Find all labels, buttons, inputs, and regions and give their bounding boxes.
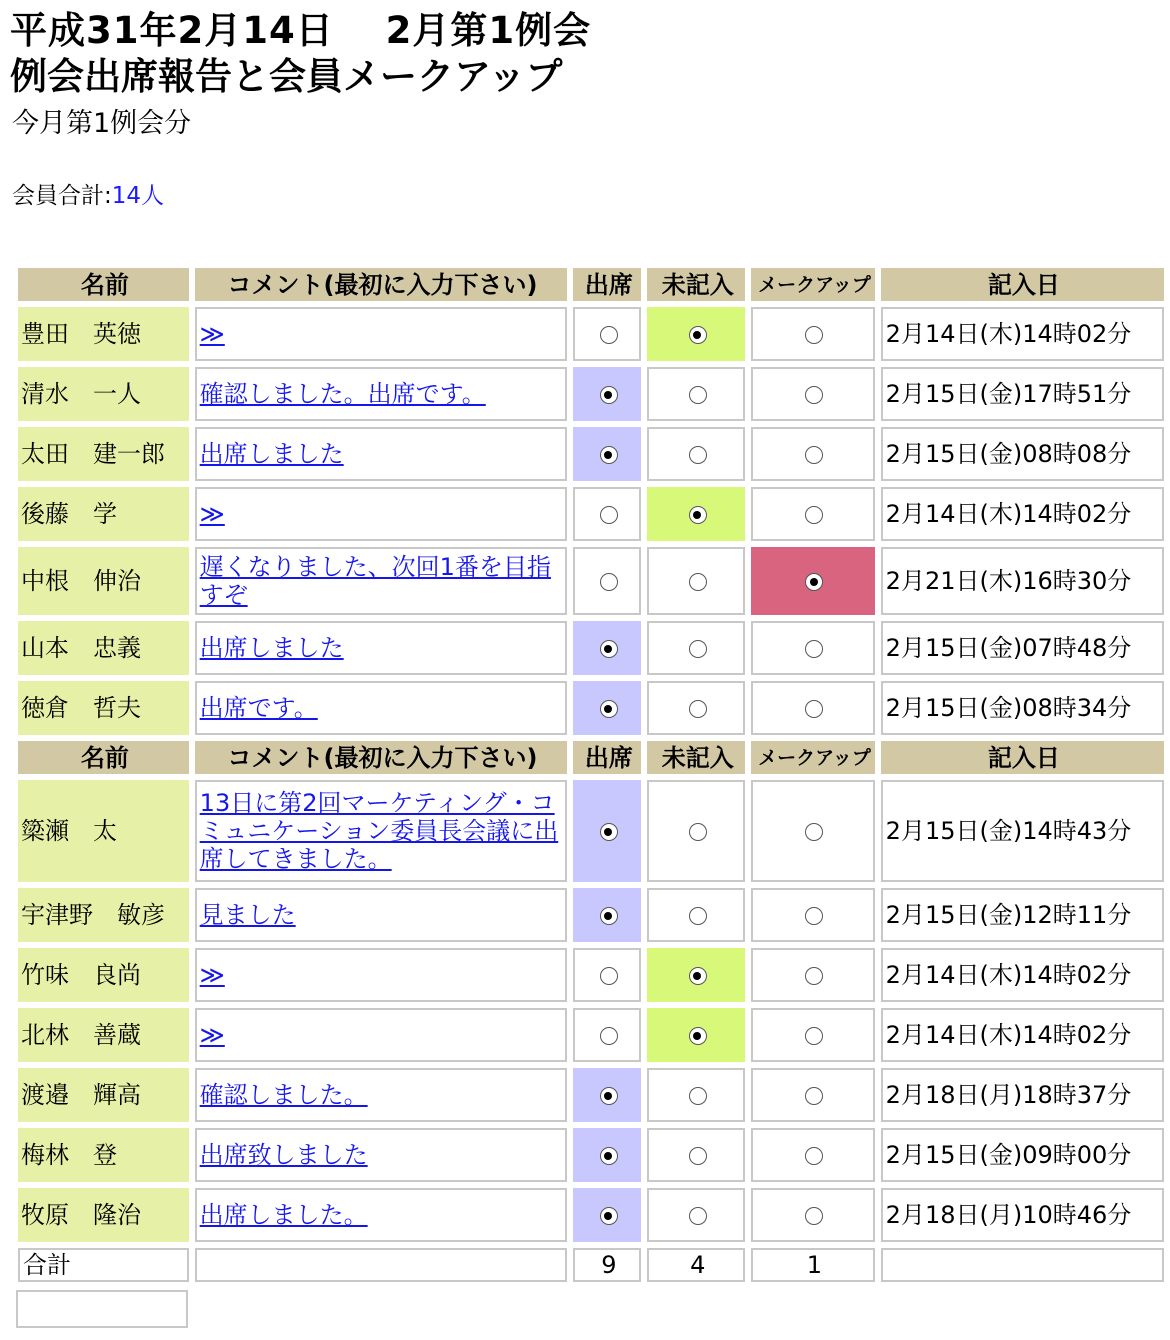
makeup-radio[interactable]: [805, 573, 823, 591]
entry-date: 2月21日(木)16時30分: [881, 547, 1164, 615]
makeup-radio-cell: [751, 547, 875, 615]
header-date: 記入日: [881, 741, 1164, 774]
blank-radio[interactable]: [689, 1207, 707, 1225]
table-row: [18, 948, 1164, 1002]
header-makeup: メークアップ: [751, 268, 875, 301]
member-name: 北林 善蔵: [18, 1008, 189, 1062]
totals-label: 合計: [18, 1248, 189, 1282]
attend-radio[interactable]: [600, 386, 618, 404]
comment-link[interactable]: ≫: [199, 500, 225, 528]
entry-date: 2月15日(金)17時51分: [881, 367, 1164, 421]
header-makeup: メークアップ: [751, 741, 875, 774]
blank-radio-cell: [647, 621, 745, 675]
makeup-radio[interactable]: [805, 1087, 823, 1105]
attend-radio-cell: [573, 681, 641, 735]
member-name: 豊田 英徳: [18, 307, 189, 361]
member-total: [12, 180, 164, 212]
blank-radio[interactable]: [689, 823, 707, 841]
makeup-radio[interactable]: [805, 1147, 823, 1165]
blank-radio[interactable]: [689, 386, 707, 404]
attend-radio[interactable]: [600, 1087, 618, 1105]
attend-radio[interactable]: [600, 1147, 618, 1165]
entry-date: 2月14日(木)14時02分: [881, 487, 1164, 541]
comment-cell: [195, 780, 568, 882]
makeup-radio-cell: [751, 888, 875, 942]
comment-link[interactable]: 確認しました。: [199, 1081, 368, 1109]
comment-link[interactable]: 確認しました。出席です。: [199, 380, 486, 408]
makeup-radio[interactable]: [805, 1027, 823, 1045]
comment-cell: [195, 1068, 568, 1122]
makeup-radio[interactable]: [805, 640, 823, 658]
makeup-radio-cell: [751, 621, 875, 675]
total-attend: 9: [573, 1248, 641, 1282]
table-row: [18, 307, 1164, 361]
blank-radio-cell: [647, 487, 745, 541]
totals-row: [18, 1248, 1164, 1282]
table-row: [18, 1128, 1164, 1182]
comment-link[interactable]: ≫: [199, 1021, 225, 1049]
blank-radio[interactable]: [689, 967, 707, 985]
attend-radio-cell: [573, 888, 641, 942]
table-row: [18, 367, 1164, 421]
blank-radio-cell: [647, 307, 745, 361]
blank-radio-cell: [647, 427, 745, 481]
header-comment: コメント(最初に入力下さい): [195, 268, 568, 301]
entry-date: 2月15日(金)07時48分: [881, 621, 1164, 675]
blank-radio-cell: [647, 1188, 745, 1242]
makeup-radio[interactable]: [805, 823, 823, 841]
comment-cell: [195, 1008, 568, 1062]
table-row: [18, 1188, 1164, 1242]
comment-link[interactable]: 出席です。: [199, 694, 318, 722]
member-name: 渡邉 輝高: [18, 1068, 189, 1122]
comment-link[interactable]: ≫: [199, 961, 225, 989]
attend-radio-cell: [573, 307, 641, 361]
makeup-radio-cell: [751, 307, 875, 361]
comment-cell: [195, 547, 568, 615]
blank-radio-cell: [647, 547, 745, 615]
blank-radio-cell: [647, 1008, 745, 1062]
blank-radio[interactable]: [689, 700, 707, 718]
attend-radio[interactable]: [600, 700, 618, 718]
entry-date: 2月15日(金)14時43分: [881, 780, 1164, 882]
blank-radio[interactable]: [689, 326, 707, 344]
member-name: 徳倉 哲夫: [18, 681, 189, 735]
makeup-radio[interactable]: [805, 907, 823, 925]
makeup-radio-cell: [751, 1128, 875, 1182]
makeup-radio-cell: [751, 1068, 875, 1122]
blank-radio-cell: [647, 888, 745, 942]
entry-date: 2月14日(木)14時02分: [881, 948, 1164, 1002]
attend-radio[interactable]: [600, 1207, 618, 1225]
table-row: [18, 547, 1164, 615]
member-name: 清水 一人: [18, 367, 189, 421]
attend-radio-cell: [573, 427, 641, 481]
totals-comment-blank: [195, 1248, 568, 1282]
attend-radio[interactable]: [600, 1027, 618, 1045]
member-name: 中根 伸治: [18, 547, 189, 615]
blank-radio[interactable]: [689, 446, 707, 464]
comment-link[interactable]: 遅くなりました、次回1番を目指すぞ: [199, 553, 551, 609]
attend-radio[interactable]: [600, 573, 618, 591]
comment-cell: [195, 1128, 568, 1182]
comment-link[interactable]: 出席しました。: [199, 1201, 368, 1229]
blank-radio[interactable]: [689, 1087, 707, 1105]
member-name: 竹味 良尚: [18, 948, 189, 1002]
makeup-radio[interactable]: [805, 700, 823, 718]
comment-cell: [195, 427, 568, 481]
header-row: [18, 268, 1164, 301]
blank-radio[interactable]: [689, 573, 707, 591]
totals-date-blank: [881, 1248, 1164, 1282]
blank-radio[interactable]: [689, 1147, 707, 1165]
comment-link[interactable]: 出席しました: [199, 634, 344, 662]
comment-cell: [195, 681, 568, 735]
header-date: 記入日: [881, 268, 1164, 301]
member-total-label: 会員合計:: [12, 183, 112, 209]
entry-date: 2月15日(金)09時00分: [881, 1128, 1164, 1182]
comment-link[interactable]: 出席しました: [199, 440, 344, 468]
comment-link[interactable]: 見ました: [199, 901, 296, 929]
makeup-radio[interactable]: [805, 326, 823, 344]
entry-date: 2月18日(月)10時46分: [881, 1188, 1164, 1242]
makeup-radio[interactable]: [805, 1207, 823, 1225]
makeup-radio-cell: [751, 780, 875, 882]
entry-date: 2月15日(金)12時11分: [881, 888, 1164, 942]
attend-radio-cell: [573, 1188, 641, 1242]
blank-radio-cell: [647, 1128, 745, 1182]
attend-radio-cell: [573, 948, 641, 1002]
header-name: 名前: [18, 741, 189, 774]
comment-cell: [195, 948, 568, 1002]
comment-link[interactable]: 出席致しました: [199, 1141, 368, 1169]
attend-radio[interactable]: [600, 967, 618, 985]
comment-cell: [195, 1188, 568, 1242]
attend-radio-cell: [573, 1128, 641, 1182]
table-row: [18, 780, 1164, 882]
makeup-radio-cell: [751, 948, 875, 1002]
entry-date: 2月15日(金)08時08分: [881, 427, 1164, 481]
header-comment: コメント(最初に入力下さい): [195, 741, 568, 774]
makeup-radio-cell: [751, 1188, 875, 1242]
makeup-radio[interactable]: [805, 967, 823, 985]
attend-radio[interactable]: [600, 640, 618, 658]
header-attend: 出席: [573, 741, 641, 774]
entry-date: 2月18日(月)18時37分: [881, 1068, 1164, 1122]
blank-radio-cell: [647, 1068, 745, 1122]
comment-cell: [195, 307, 568, 361]
member-name: 梅林 登: [18, 1128, 189, 1182]
makeup-radio-cell: [751, 367, 875, 421]
blank-radio-cell: [647, 780, 745, 882]
attend-radio[interactable]: [600, 907, 618, 925]
attend-radio[interactable]: [600, 446, 618, 464]
attend-radio-cell: [573, 621, 641, 675]
attend-radio-cell: [573, 1068, 641, 1122]
table-row: [18, 427, 1164, 481]
comment-cell: [195, 888, 568, 942]
table-row: [18, 1068, 1164, 1122]
header-blank: 未記入: [647, 741, 745, 774]
page-title: 平成31年2月14日 2月第1例会: [10, 9, 592, 52]
header-blank: 未記入: [647, 268, 745, 301]
makeup-radio[interactable]: [805, 506, 823, 524]
blank-radio[interactable]: [689, 640, 707, 658]
member-name: 牧原 隆治: [18, 1188, 189, 1242]
member-name: 太田 建一郎: [18, 427, 189, 481]
entry-date: 2月14日(木)14時02分: [881, 1008, 1164, 1062]
header-row: [18, 741, 1164, 774]
total-blank: 4: [647, 1248, 745, 1282]
comment-link[interactable]: 13日に第2回マーケティング・コミュニケーション委員長会議に出席してきました。: [199, 789, 559, 873]
page-subtitle: 例会出席報告と会員メークアップ: [10, 55, 563, 98]
blank-radio[interactable]: [689, 907, 707, 925]
table-row: [18, 621, 1164, 675]
makeup-radio-cell: [751, 681, 875, 735]
member-total-value: 14人: [111, 183, 165, 209]
makeup-radio-cell: [751, 1008, 875, 1062]
attend-radio-cell: [573, 367, 641, 421]
makeup-radio-cell: [751, 427, 875, 481]
attend-radio[interactable]: [600, 506, 618, 524]
member-name: 山本 忠義: [18, 621, 189, 675]
blank-radio[interactable]: [689, 1027, 707, 1045]
table-row: [18, 1008, 1164, 1062]
entry-date: 2月15日(金)08時34分: [881, 681, 1164, 735]
blank-radio-cell: [647, 367, 745, 421]
comment-link[interactable]: ≫: [199, 320, 225, 348]
makeup-radio-cell: [751, 487, 875, 541]
makeup-radio[interactable]: [805, 386, 823, 404]
header-name: 名前: [18, 268, 189, 301]
attend-radio-cell: [573, 487, 641, 541]
attend-radio[interactable]: [600, 326, 618, 344]
page-caption: 今月第1例会分: [12, 108, 192, 139]
blank-radio-cell: [647, 681, 745, 735]
comment-cell: [195, 621, 568, 675]
makeup-radio[interactable]: [805, 446, 823, 464]
attendance-table: [12, 262, 1170, 1288]
total-makeup: 1: [751, 1248, 875, 1282]
comment-cell: [195, 487, 568, 541]
table-row: [18, 487, 1164, 541]
blank-radio-cell: [647, 948, 745, 1002]
member-name: 宇津野 敏彦: [18, 888, 189, 942]
blank-radio[interactable]: [689, 506, 707, 524]
entry-date: 2月14日(木)14時02分: [881, 307, 1164, 361]
table-row: [18, 888, 1164, 942]
attend-radio-cell: [573, 1008, 641, 1062]
comment-cell: [195, 367, 568, 421]
header-attend: 出席: [573, 268, 641, 301]
attend-radio-cell: [573, 780, 641, 882]
member-name: 後藤 学: [18, 487, 189, 541]
table-row: [18, 681, 1164, 735]
member-name: 簗瀬 太: [18, 780, 189, 882]
blank-input-box[interactable]: [16, 1290, 188, 1328]
attend-radio[interactable]: [600, 823, 618, 841]
attend-radio-cell: [573, 547, 641, 615]
